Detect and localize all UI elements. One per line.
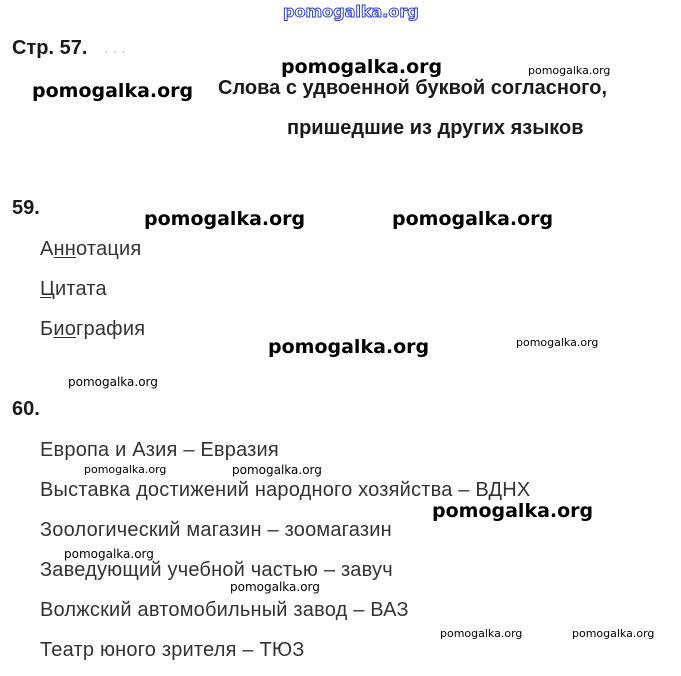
watermark: pomogalka.org: [516, 336, 599, 349]
watermark: pomogalka.org: [232, 463, 322, 477]
watermark: pomogalka.org: [440, 627, 523, 640]
watermark: pomogalka.org: [68, 375, 158, 389]
watermark: pomogalka.org: [528, 64, 611, 77]
watermark: pomogalka.org: [84, 463, 167, 476]
watermark: pomogalka.org: [144, 208, 306, 230]
word-part: А: [40, 238, 54, 260]
underlined-letters: ио: [53, 318, 77, 340]
watermark: pomogalka.org: [432, 500, 594, 522]
watermark-top: pomogalka.org: [283, 2, 419, 21]
ex60-item: Волжский автомобильный завод – ВАЗ: [40, 599, 409, 621]
word-part: итата: [55, 278, 107, 300]
watermark: pomogalka.org: [64, 547, 154, 561]
ex59-word: [40, 278, 107, 301]
ex59-word: [40, 238, 141, 261]
page-reference: Стр. 57.: [12, 37, 88, 59]
watermark: pomogalka.org: [32, 80, 194, 102]
ex60-item: Театр юного зрителя – ТЮЗ: [40, 639, 305, 661]
ex60-item: Заведующий учебной частью – завуч: [40, 559, 393, 581]
exercise-60-number: 60.: [12, 398, 40, 420]
word-part: Б: [40, 318, 54, 340]
section-heading-line2: пришедшие из других языков: [287, 117, 584, 139]
page-ref-dots: · · ·: [104, 43, 126, 59]
ex60-item: Зоологический магазин – зоомагазин: [40, 519, 392, 541]
word-part: графия: [76, 318, 146, 340]
exercise-59-number: 59.: [12, 197, 40, 219]
section-heading-line1: Слова с удвоенной буквой согласного,: [218, 77, 607, 99]
ex60-item: Европа и Азия – Евразия: [40, 439, 279, 461]
ex59-word: [40, 318, 145, 341]
watermark: pomogalka.org: [392, 208, 554, 230]
word-part: отация: [76, 238, 142, 260]
underlined-letters: Ц: [40, 278, 55, 300]
watermark: pomogalka.org: [268, 336, 430, 358]
watermark: pomogalka.org: [281, 56, 443, 78]
ex60-item: Выставка достижений народного хозяйства – ВДНХ: [40, 479, 531, 501]
watermark: pomogalka.org: [572, 627, 655, 640]
underlined-letters: нн: [53, 238, 77, 260]
watermark: pomogalka.org: [230, 580, 320, 594]
